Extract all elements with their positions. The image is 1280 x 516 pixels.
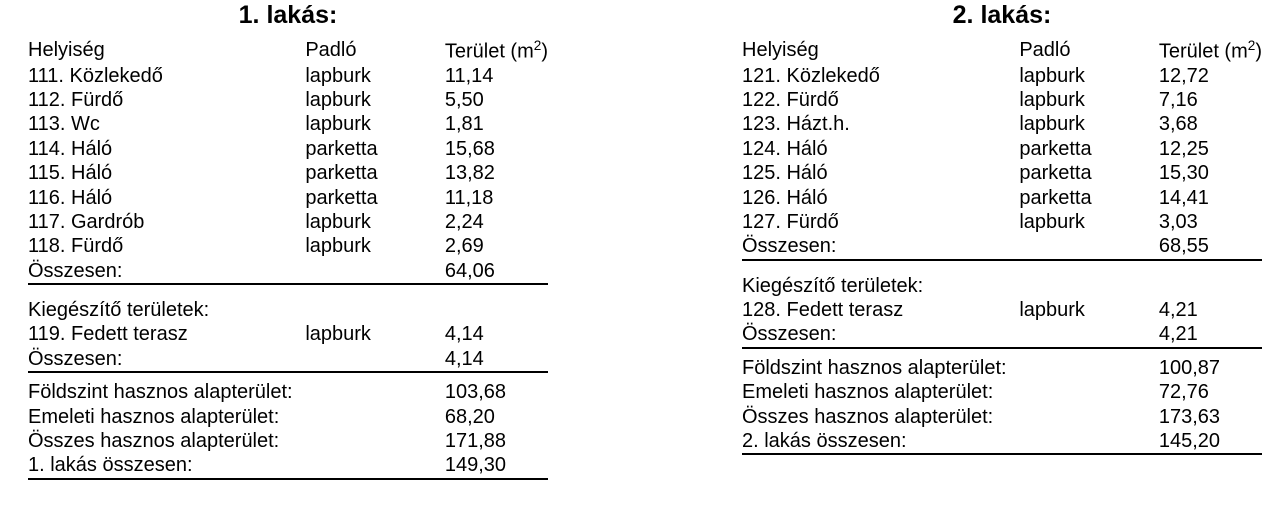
grand-total-label: 2. lakás összesen: <box>742 429 1159 454</box>
room-floor: parketta <box>305 137 378 160</box>
room-name: 113. Wc <box>28 113 100 136</box>
column-header-name: Helyiség <box>742 38 819 61</box>
room-floor: lapburk <box>1019 210 1085 233</box>
table-header-row <box>742 38 1262 64</box>
summary-value: 68,20 <box>444 405 495 428</box>
column-header-floor: Padló <box>1019 38 1071 61</box>
summary-label: Földszint hasznos alapterület: <box>742 356 1007 379</box>
room-area: 3,03 <box>1158 210 1198 233</box>
extras-total-row <box>28 347 548 372</box>
room-floor: parketta <box>305 162 378 185</box>
table-row <box>28 322 548 346</box>
room-floor: parketta <box>1019 162 1092 185</box>
summary-label: Emeleti hasznos alapterület: <box>28 405 280 428</box>
extra-name: 128. Fedett terasz <box>742 299 904 322</box>
room-floor: lapburk <box>1019 88 1085 111</box>
room-floor: lapburk <box>305 210 371 233</box>
extras-total-row <box>742 322 1262 347</box>
room-area: 15,68 <box>444 137 495 160</box>
summary-label: Emeleti hasznos alapterület: <box>742 381 994 404</box>
table-row <box>742 137 1262 161</box>
room-name: 125. Háló <box>742 162 828 185</box>
room-area: 11,14 <box>444 64 494 87</box>
apartment-table <box>742 38 1262 456</box>
extras-total-area: 4,21 <box>1159 322 1262 347</box>
room-area: 12,72 <box>1158 64 1209 87</box>
table-row <box>742 112 1262 136</box>
rooms-total-row <box>742 234 1262 259</box>
table-row <box>742 210 1262 234</box>
extras-title-row <box>28 298 548 322</box>
table-header-row <box>28 38 548 64</box>
room-area: 13,82 <box>444 162 495 185</box>
room-floor: parketta <box>1019 186 1092 209</box>
apartment-panel-1 <box>28 0 548 480</box>
apartment-table-body <box>28 38 548 479</box>
summary-value: 72,76 <box>1158 381 1209 404</box>
extras-title: Kiegészítő területek: <box>28 299 210 322</box>
grand-total-row <box>28 453 548 478</box>
grand-total-value: 145,20 <box>1159 429 1262 454</box>
apartment-title: 1. lakás: <box>238 1 338 29</box>
rooms-total-spacer <box>305 259 445 284</box>
summary-value: 100,87 <box>1158 356 1221 379</box>
room-area: 2,24 <box>444 210 484 233</box>
apartment-table <box>28 38 548 480</box>
apartment-panel-2 <box>742 0 1262 455</box>
table-row <box>28 186 548 210</box>
summary-row <box>28 405 548 429</box>
room-name: 126. Háló <box>742 186 828 209</box>
grand-total-row <box>742 429 1262 454</box>
extra-floor: lapburk <box>1019 299 1085 322</box>
room-floor: lapburk <box>1019 64 1085 87</box>
spacer-row <box>28 372 548 380</box>
room-floor: lapburk <box>305 113 371 136</box>
extras-title-row <box>742 274 1262 298</box>
room-name: 127. Fürdő <box>742 210 839 233</box>
room-name: 118. Fürdő <box>28 235 124 258</box>
summary-row <box>742 356 1262 380</box>
table-row <box>28 161 548 185</box>
room-name: 123. Házt.h. <box>742 113 850 136</box>
extras-total-area: 4,14 <box>445 347 548 372</box>
table-row <box>28 137 548 161</box>
room-name: 122. Fürdő <box>742 88 839 111</box>
room-area: 12,25 <box>1158 137 1209 160</box>
room-area: 3,68 <box>1158 113 1198 136</box>
column-header-name: Helyiség <box>28 38 105 61</box>
table-row <box>742 298 1262 322</box>
room-floor: lapburk <box>305 88 371 111</box>
column-header-area: Terület $(m^2)$ <box>444 37 548 63</box>
room-floor: parketta <box>1019 137 1092 160</box>
room-area: 14,41 <box>1158 186 1209 209</box>
room-area: 2,69 <box>444 235 484 258</box>
apartment-title: 2. lakás: <box>952 1 1052 29</box>
table-row <box>28 112 548 136</box>
room-floor: lapburk <box>305 64 371 87</box>
room-area: 11,18 <box>444 186 494 209</box>
column-header-area: Terület $(m^2)$ <box>1158 37 1262 63</box>
room-name: 114. Háló <box>28 137 113 160</box>
rooms-total-row <box>28 259 548 284</box>
column-header-floor: Padló <box>305 38 357 61</box>
extras-total-label: Összesen: <box>742 322 1019 347</box>
table-row <box>28 210 548 234</box>
summary-value: 103,68 <box>444 381 507 404</box>
summary-label: Összes hasznos alapterület: <box>28 430 280 453</box>
summary-row <box>28 429 548 453</box>
rooms-total-label: Összesen: <box>742 234 1019 259</box>
summary-row <box>742 380 1262 404</box>
table-row <box>742 64 1262 88</box>
summary-value: 173,63 <box>1158 405 1221 428</box>
extra-area: 4,21 <box>1158 299 1198 322</box>
extras-title: Kiegészítő területek: <box>742 274 924 297</box>
table-row <box>28 64 548 88</box>
room-name: 124. Háló <box>742 137 828 160</box>
summary-row <box>28 380 548 404</box>
extra-floor: lapburk <box>305 323 371 346</box>
rooms-total-label: Összesen: <box>28 259 305 284</box>
rooms-total-spacer <box>1019 234 1159 259</box>
extras-total-label: Összesen: <box>28 347 305 372</box>
room-floor: lapburk <box>305 235 371 258</box>
room-name: 121. Közlekedő <box>742 64 880 87</box>
room-name: 112. Fürdő <box>28 88 124 111</box>
table-row <box>742 186 1262 210</box>
rooms-total-area: 68,55 <box>1159 234 1262 259</box>
room-name: 111. Közlekedő <box>28 64 163 87</box>
spacer-row <box>28 284 548 298</box>
room-name: 116. Háló <box>28 186 113 209</box>
summary-label: Földszint hasznos alapterület: <box>28 381 293 404</box>
table-row <box>742 161 1262 185</box>
room-area: 1,81 <box>444 113 484 136</box>
extra-name: 119. Fedett terasz <box>28 323 188 346</box>
summary-row <box>742 405 1262 429</box>
room-area: 7,16 <box>1158 88 1198 111</box>
room-area: 15,30 <box>1158 162 1209 185</box>
apartment-table-body <box>742 38 1262 455</box>
room-area: 5,50 <box>444 88 484 111</box>
grand-total-label: 1. lakás összesen: <box>28 453 445 478</box>
extra-area: 4,14 <box>444 323 484 346</box>
spacer-row <box>742 260 1262 274</box>
room-floor: parketta <box>305 186 378 209</box>
room-floor: lapburk <box>1019 113 1085 136</box>
summary-value: 171,88 <box>444 430 507 453</box>
summary-label: Összes hasznos alapterület: <box>742 405 994 428</box>
rooms-total-area: 64,06 <box>445 259 548 284</box>
grand-total-value: 149,30 <box>445 453 548 478</box>
table-row <box>28 234 548 258</box>
table-row <box>28 88 548 112</box>
spacer-row <box>742 348 1262 356</box>
table-row <box>742 88 1262 112</box>
room-name: 115. Háló <box>28 162 113 185</box>
room-name: 117. Gardrób <box>28 210 145 233</box>
